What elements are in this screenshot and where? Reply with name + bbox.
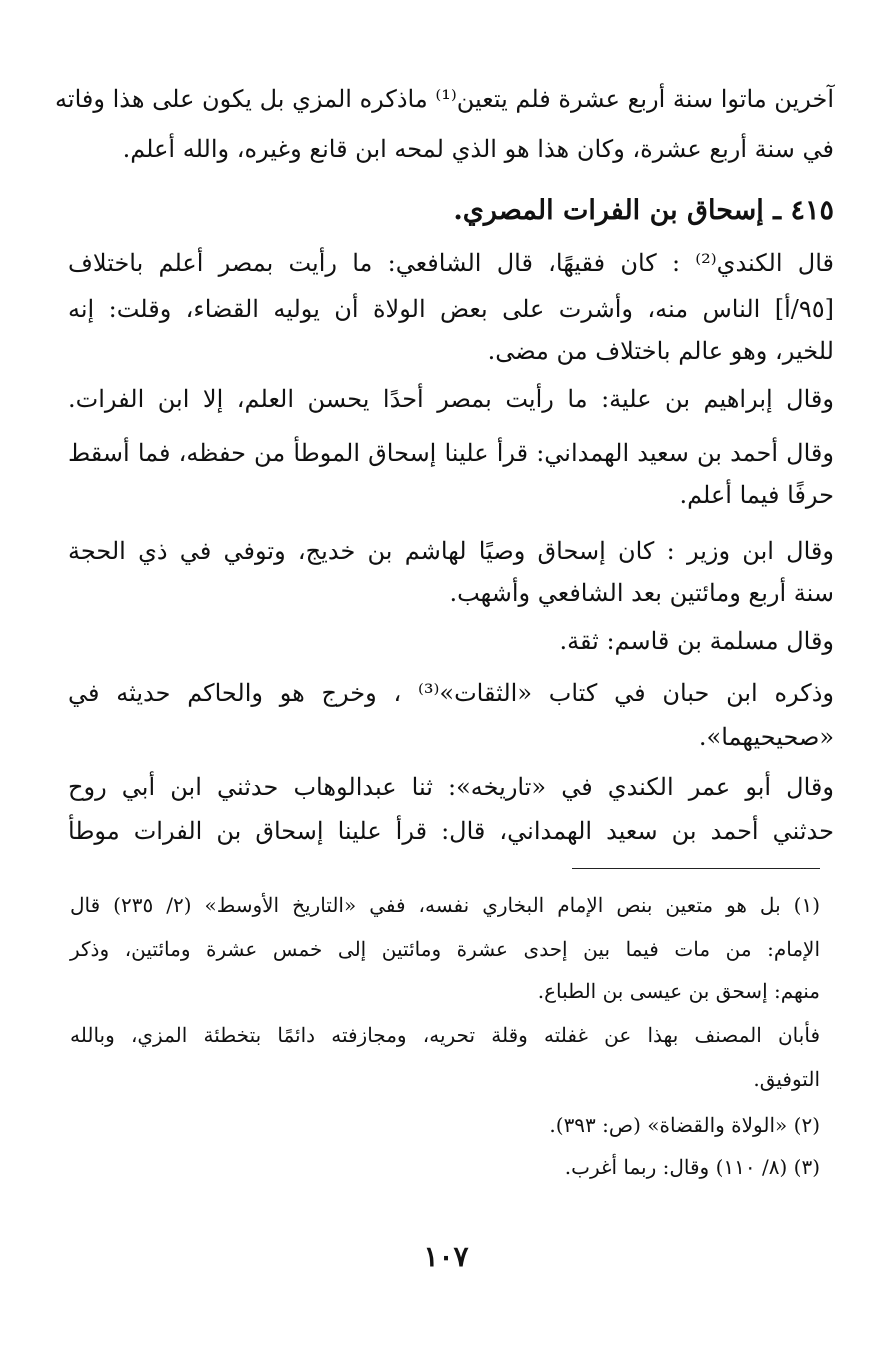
footnote-line: فأبان المصنف بهذا عن غفلته وقلة تحريه، ومجازفته دائمًا بتخطئة المزي، وبالله (70, 1023, 820, 1047)
footnote-separator (572, 868, 820, 869)
body-line: وقال إبراهيم بن علية: ما رأيت بمصر أحدًا يحسن العلم، إلا ابن الفرات. (68, 385, 834, 413)
body-line: وقال أحمد بن سعيد الهمداني: قرأ علينا إسحاق الموطأ من حفظه، فما أسقط (68, 439, 834, 467)
footnote-line: التوفيق. (753, 1067, 820, 1091)
body-line: سنة أربع ومائتين بعد الشافعي وأشهب. (449, 579, 834, 607)
body-line: [٩٥/أ] الناس منه، وأشرت على بعض الولاة أن يوليه القضاء، وقلت: إنه (68, 295, 834, 323)
body-line: «صحيحيهما». (698, 723, 834, 751)
body-line: حرفًا فيما أعلم. (679, 481, 834, 509)
body-line: قال الكندي⁽²⁾ : كان فقيهًا، قال الشافعي: ما رأيت بمصر أعلم باختلاف (68, 249, 834, 277)
body-line: وقال ابن وزير : كان إسحاق وصيًا لهاشم بن خديج، وتوفي في ذي الحجة (68, 537, 834, 565)
footnote-line: الإمام: من مات فيما بين إحدى عشرة ومائتين إلى خمس عشرة ومائتين، وذكر (70, 937, 820, 961)
body-line: وذكره ابن حبان في كتاب «الثقات»⁽³⁾ ، وخرج هو والحاكم حديثه في (68, 679, 834, 707)
footnote-line: (٢) «الولاة والقضاة» (ص: ٣٩٣). (549, 1113, 820, 1137)
body-line: وقال أبو عمر الكندي في «تاريخه»: ثنا عبدالوهاب حدثني ابن أبي روح (68, 773, 834, 801)
body-line: في سنة أربع عشرة، وكان هذا هو الذي لمحه ابن قانع وغيره، والله أعلم. (122, 135, 834, 163)
body-line: وقال مسلمة بن قاسم: ثقة. (559, 627, 834, 655)
footnote-line: (٣) (٨/ ١١٠) وقال: ربما أغرب. (564, 1155, 820, 1179)
body-line: حدثني أحمد بن سعيد الهمداني، قال: قرأ علينا إسحاق بن الفرات موطأ (68, 817, 834, 845)
page-number: ١٠٧ (423, 1240, 469, 1273)
body-line: للخير، وهو عالم باختلاف من مضى. (487, 337, 834, 365)
body-line: آخرين ماتوا سنة أربع عشرة فلم يتعين⁽¹⁾ ماذكره المزي بل يكون على هذا وفاته (55, 85, 834, 113)
footnote-line: منهم: إسحق بن عيسى بن الطباع. (537, 979, 820, 1003)
footnote-line: (١) بل هو متعين بنص الإمام البخاري نفسه، ففي «التاريخ الأوسط» (٢/ ٢٣٥) قال (70, 893, 820, 917)
entry-heading: ٤١٥ ـ إسحاق بن الفرات المصري. (453, 195, 834, 226)
